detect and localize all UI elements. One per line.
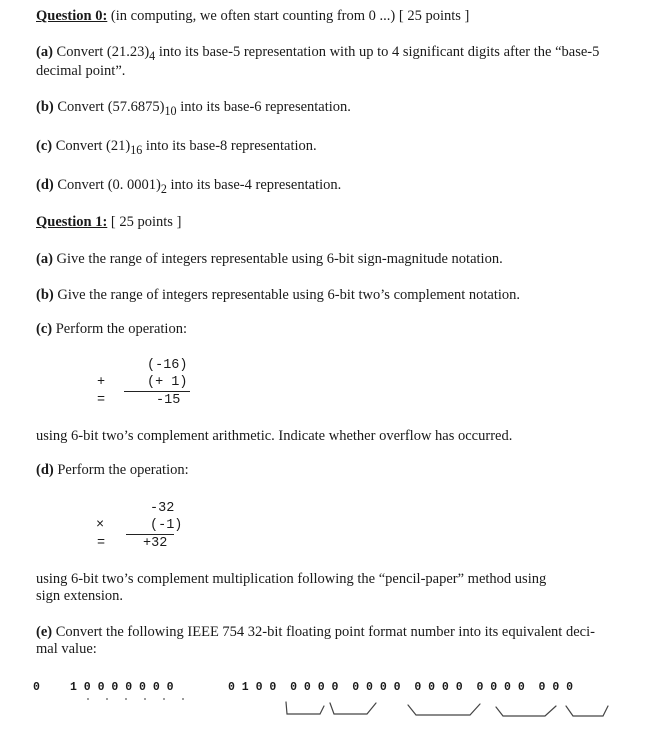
ieee-mantissa-bits: 0 1 0 0 0 0 0 0 0 0 0 0 0 0 0 0 0 0 0 0 0 0 0 xyxy=(228,681,574,694)
bracket-mark-3 xyxy=(408,704,480,715)
q1-d-operand1: -32 xyxy=(150,501,175,516)
q0-c-base: 16 xyxy=(130,142,143,157)
nibble-bracket-marks xyxy=(286,702,608,716)
bracket-mark-1 xyxy=(286,702,324,714)
q0-a-line2: decimal point”. xyxy=(36,63,126,79)
q1-d-times-sign: × xyxy=(96,518,105,533)
q0-c-text: Convert (21) xyxy=(55,138,131,154)
question-1-title: Question 1: xyxy=(36,214,108,230)
question-1-points: [ 25 points ] xyxy=(110,214,182,230)
q1-d-operand2: (-1) xyxy=(150,518,183,533)
ieee-exponent-bits: 1 0 0 0 0 0 0 0 xyxy=(70,681,174,694)
q1-c-operand1: (-16) xyxy=(147,358,188,373)
q1-b-text: Give the range of integers representable using 6-bit two’s complement notation. xyxy=(57,287,521,303)
question-0-subtitle: (in computing, we often start counting from 0 ...) xyxy=(110,8,396,24)
q1-d-result: +32 xyxy=(143,536,168,551)
q1-d-note-line1: using 6-bit two’s complement multiplication following the “pencil-paper” method using xyxy=(36,571,547,587)
q0-a-text: Convert (21.23) xyxy=(56,44,150,60)
q1-a-text: Give the range of integers representable using 6-bit sign-magnitude notation. xyxy=(56,251,503,267)
q1-c-result: -15 xyxy=(156,393,181,408)
q1-c-note: using 6-bit two’s complement arithmetic. Indicate whether overflow has occurred. xyxy=(36,428,513,444)
q0-d-label: (d) xyxy=(36,177,54,193)
q0-a-label: (a) xyxy=(36,44,53,60)
bracket-mark-2 xyxy=(330,703,376,714)
q1-e-label: (e) xyxy=(36,624,53,640)
q1-a-label: (a) xyxy=(36,251,53,267)
q0-b-text-post: into its base-6 representation. xyxy=(176,99,351,115)
q1-c-plus-sign: + xyxy=(97,375,106,390)
question-0-points: [ 25 points ] xyxy=(398,8,470,24)
q0-b-label: (b) xyxy=(36,99,54,115)
q1-c-operand2: (+ 1) xyxy=(147,375,188,390)
q1-e-text: Convert the following IEEE 754 32-bit floating point format number into its equivalent deci- xyxy=(55,624,595,640)
q1-d-equals-sign: = xyxy=(97,536,106,551)
q1-d-label: (d) xyxy=(36,462,54,478)
bracket-mark-4 xyxy=(496,706,556,716)
q0-b-text: Convert (57.6875) xyxy=(57,99,165,115)
q0-a-text-post: into its base-5 representation with up to 4 significant digits after the “base-5 xyxy=(155,44,600,60)
q0-c-text-post: into its base-8 representation. xyxy=(142,138,317,154)
q1-e-text-line2: mal value: xyxy=(36,641,97,657)
q0-a-base: 4 xyxy=(149,48,156,63)
q1-d-text: Perform the operation: xyxy=(57,462,189,478)
exponent-dot-marks xyxy=(87,698,184,700)
q1-c-label: (c) xyxy=(36,321,53,337)
q0-d-text-post: into its base-4 representation. xyxy=(166,177,342,193)
q1-b-label: (b) xyxy=(36,287,54,303)
q0-b-base: 10 xyxy=(164,103,177,118)
bracket-mark-5 xyxy=(566,706,608,716)
q0-d-text: Convert (0. 0001) xyxy=(57,177,161,193)
ieee-sign-bit: 0 xyxy=(33,681,40,694)
q0-c-label: (c) xyxy=(36,138,53,154)
q1-c-text: Perform the operation: xyxy=(55,321,187,337)
q1-d-note-line2: sign extension. xyxy=(36,588,123,604)
q0-d-base: 2 xyxy=(160,181,167,196)
q1-c-equals-sign: = xyxy=(97,393,106,408)
question-0-title: Question 0: xyxy=(36,8,108,24)
